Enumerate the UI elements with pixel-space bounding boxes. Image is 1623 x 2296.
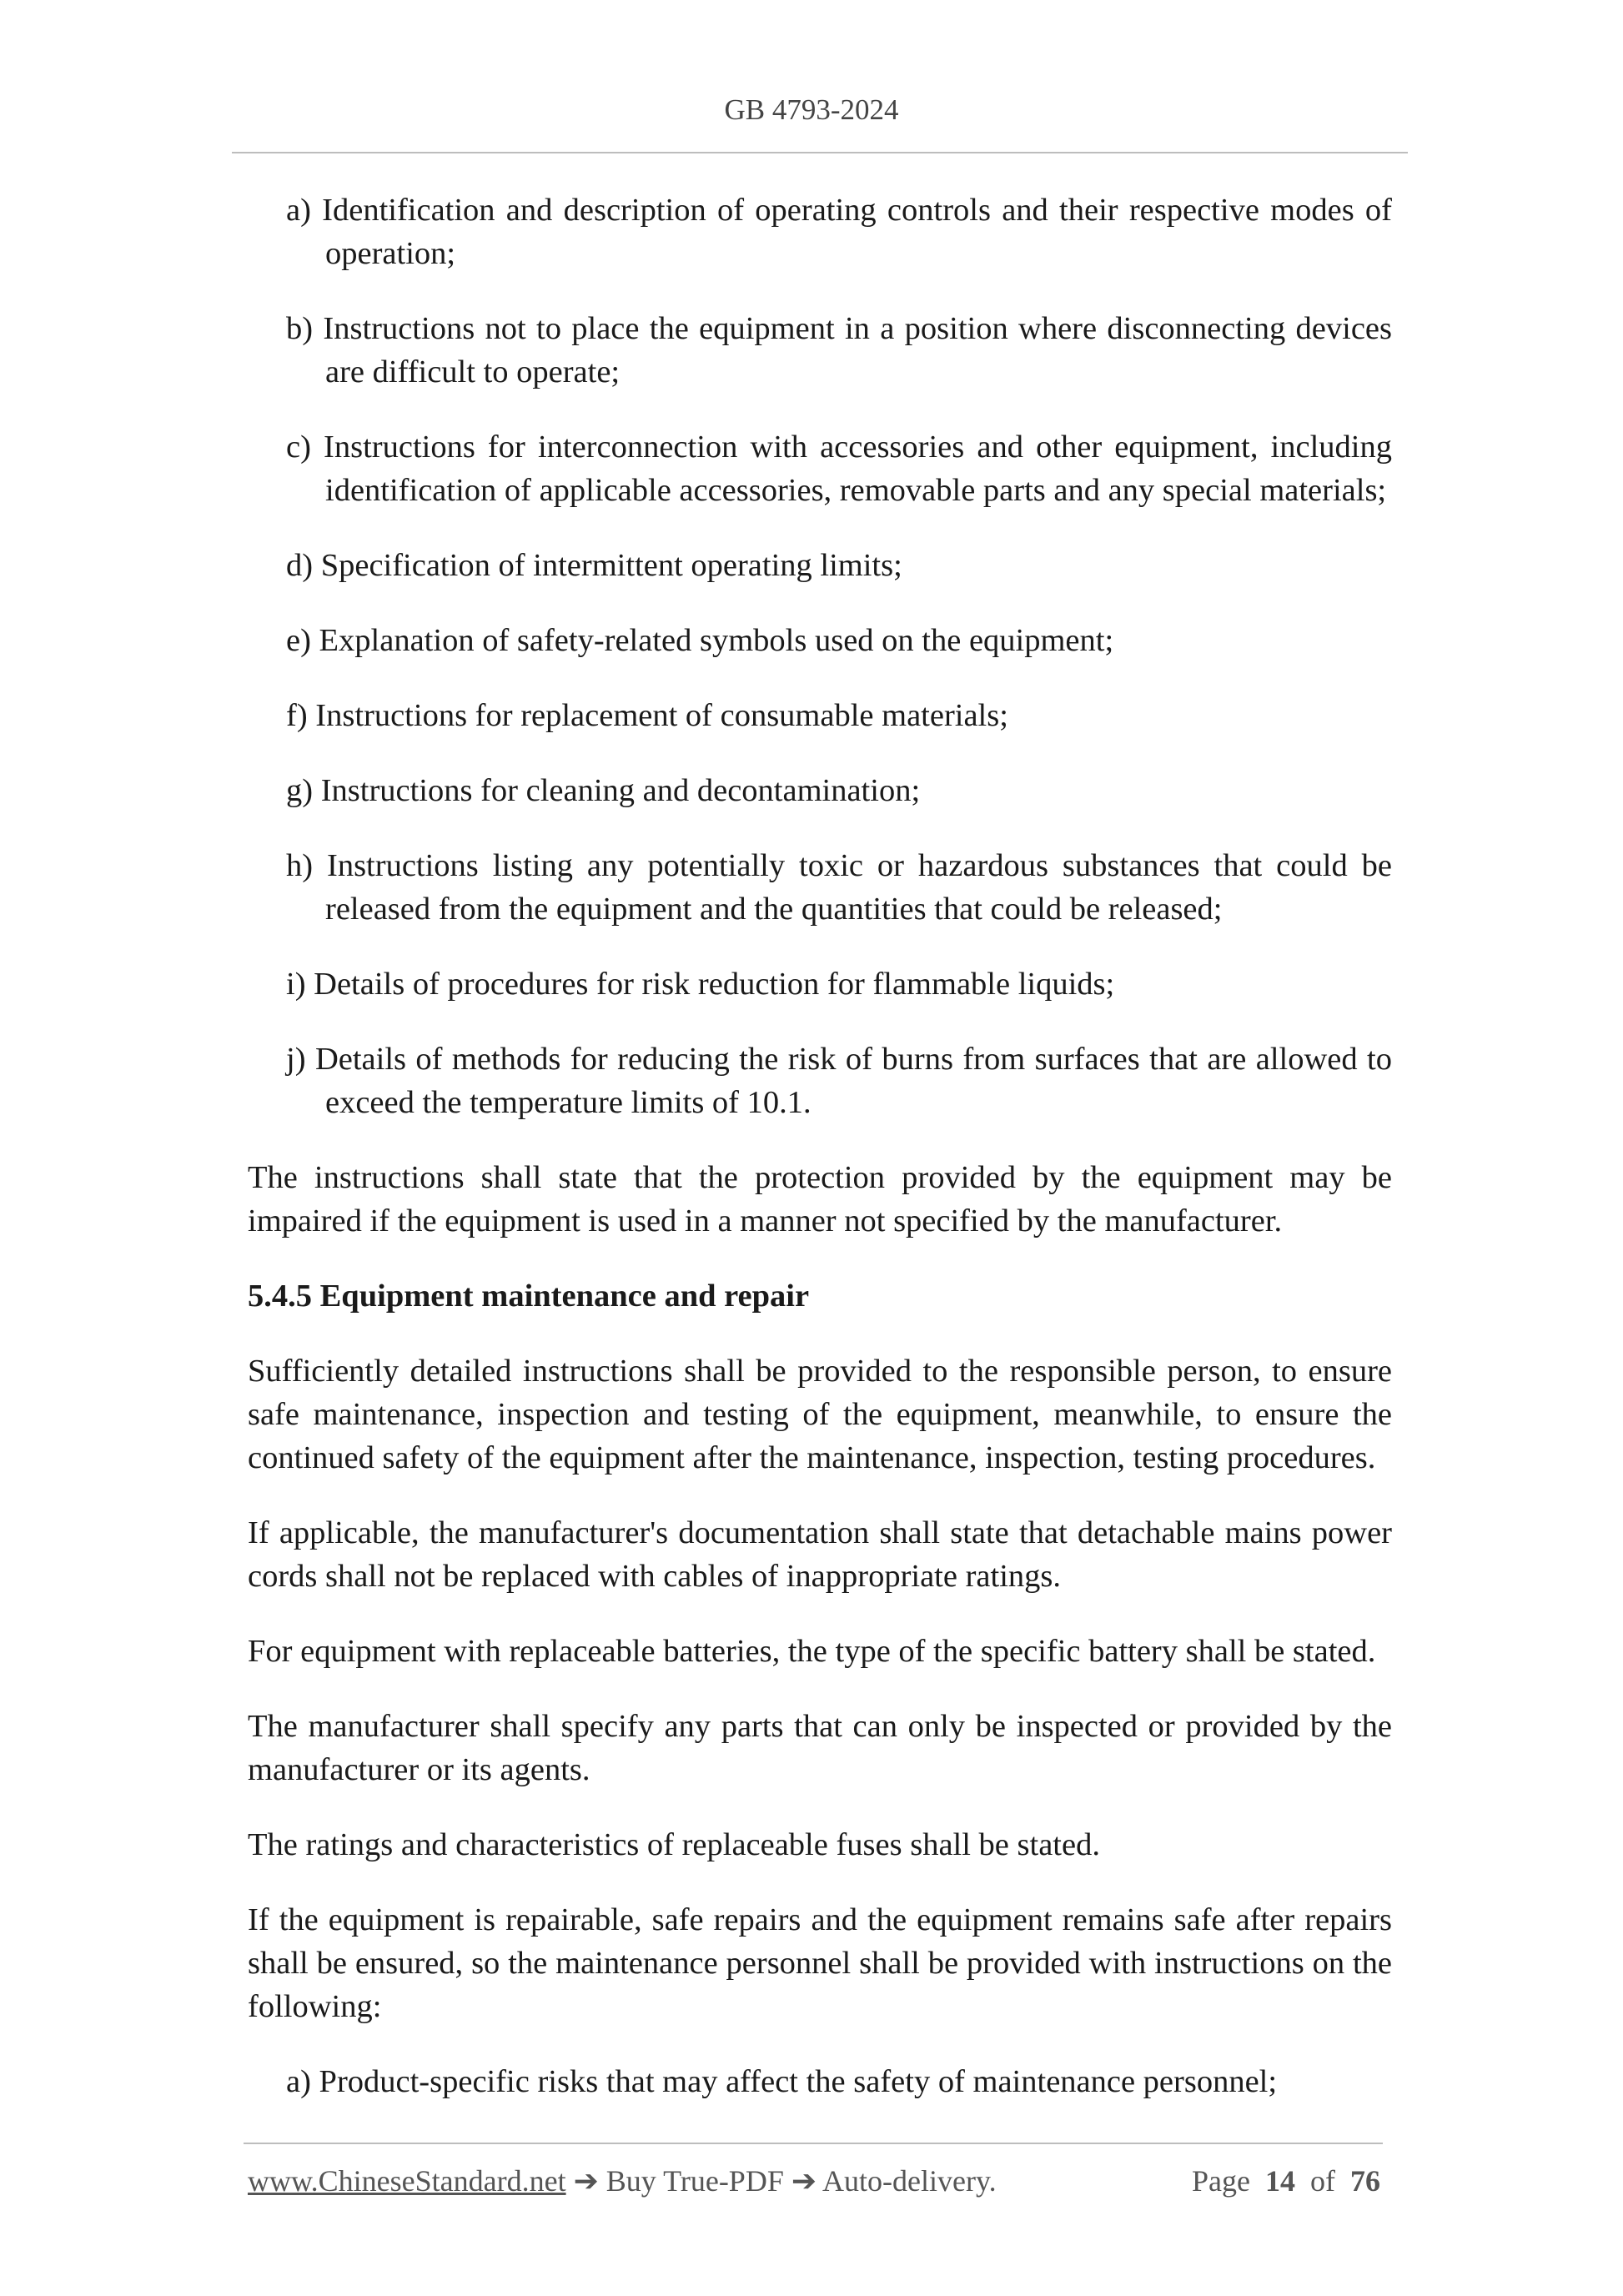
document-body: [248, 188, 1392, 2135]
paragraph: If the equipment is repairable, safe repairs and the equipment remains safe after repairs shall be ensured, so the maintenance personnel shall be provided with instructions on the following:: [248, 1902, 1392, 2024]
arrow-icon: ➔: [791, 2164, 817, 2198]
list-item: f) Instructions for replacement of consumable materials;: [286, 698, 1008, 733]
list-item: e) Explanation of safety-related symbols used on the equipment;: [286, 623, 1114, 658]
footer-divider: [244, 2143, 1383, 2144]
paragraph: The ratings and characteristics of replaceable fuses shall be stated.: [248, 1827, 1100, 1862]
list-item: d) Specification of intermittent operating limits;: [286, 548, 902, 583]
page-label: Page: [1192, 2164, 1250, 2198]
list-item: a) Product-specific risks that may affect the safety of maintenance personnel;: [286, 2064, 1278, 2099]
list-item: b) Instructions not to place the equipment in a position where disconnecting devices are difficult to operate;: [286, 311, 1392, 389]
page-header-title: GB 4793-2024: [724, 93, 899, 126]
auto-delivery-text: Auto-delivery.: [822, 2164, 997, 2198]
list-item: h) Instructions listing any potentially toxic or hazardous substances that could be released from the equipment and the quantities that could be released;: [286, 848, 1392, 927]
arrow-icon: ➔: [573, 2164, 599, 2198]
list-item: j) Details of methods for reducing the risk of burns from surfaces that are allowed to exceed the temperature limits of 10.1.: [286, 1042, 1392, 1120]
header-divider: [232, 152, 1408, 153]
list-item: g) Instructions for cleaning and decontamination;: [286, 773, 921, 808]
paragraph-protection: The instructions shall state that the protection provided by the equipment may be impaired if the equipment is used in a manner not specified by the manufacturer.: [248, 1160, 1392, 1238]
footer-links: [248, 2162, 997, 2200]
list-item: i) Details of procedures for risk reduction for flammable liquids;: [286, 967, 1115, 1002]
paragraph: If applicable, the manufacturer's documentation shall state that detachable mains power cords shall not be replaced with cables of inappropriate ratings.: [248, 1515, 1392, 1594]
list-item: c) Instructions for interconnection with accessories and other equipment, including identification of applicable accessories, removable parts and any special materials;: [286, 430, 1392, 508]
paragraph: The manufacturer shall specify any parts that can only be inspected or provided by the manufacturer or its agents.: [248, 1709, 1392, 1787]
page-total: 76: [1350, 2164, 1380, 2198]
section-heading: 5.4.5 Equipment maintenance and repair: [248, 1279, 810, 1314]
page-current: 14: [1265, 2164, 1295, 2198]
buy-true-pdf-text: Buy True-PDF: [605, 2164, 784, 2198]
website-link[interactable]: www.ChineseStandard.net: [248, 2164, 566, 2198]
paragraph: Sufficiently detailed instructions shall be provided to the responsible person, to ensure safe maintenance, inspection and testing of the equipment, meanwhile, to ensure the continued safety of the equipment after the maintenance, inspection, testing procedures.: [248, 1354, 1392, 1475]
list-item: a) Identification and description of operating controls and their respective modes of operation;: [286, 193, 1392, 271]
of-label: of: [1310, 2164, 1335, 2198]
page-number: [1192, 2162, 1380, 2200]
paragraph: For equipment with replaceable batteries, the type of the specific battery shall be stated.: [248, 1634, 1376, 1669]
